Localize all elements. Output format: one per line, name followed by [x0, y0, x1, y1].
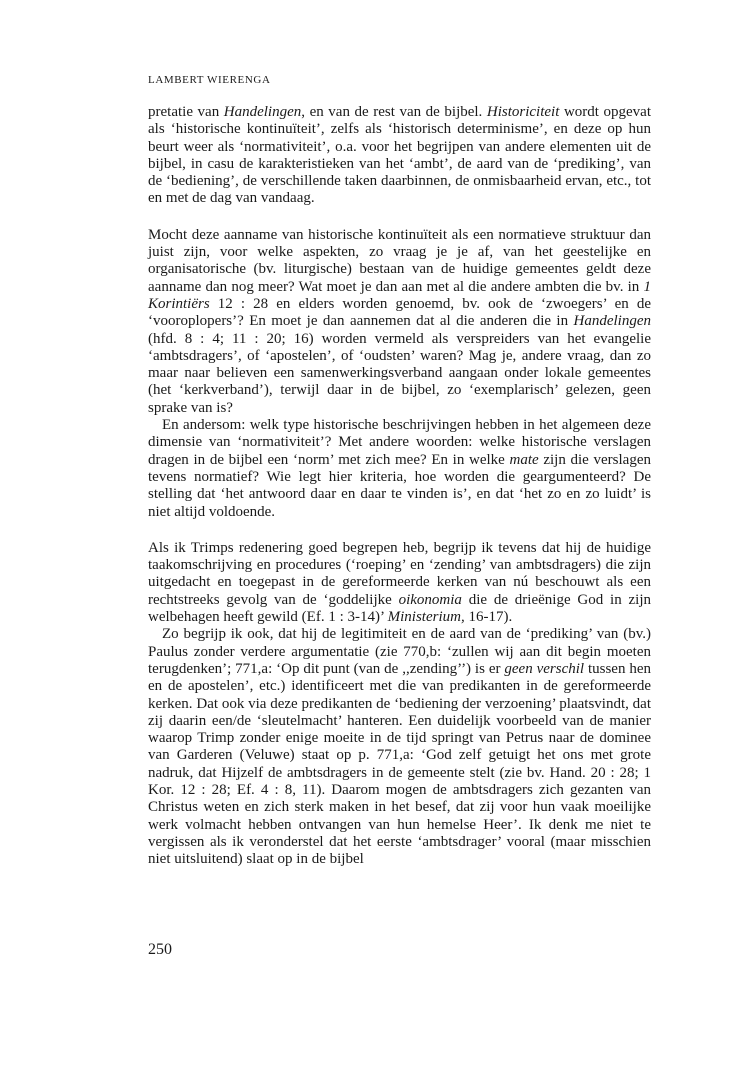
running-head: LAMBERT WIERENGA: [148, 74, 271, 86]
italic-text: Historiciteit: [486, 104, 560, 120]
paragraph: [148, 540, 651, 626]
italic-text: Ministerium,: [387, 609, 465, 626]
italic-text: geen verschil: [504, 660, 585, 677]
italic-text: Handelingen: [223, 104, 302, 120]
paragraph: [148, 227, 651, 417]
paragraph: [148, 104, 651, 208]
italic-text: oikonomia: [398, 591, 462, 608]
text-run: tussen hen en de apostelen’, etc.) identificeert met die van predikanten in de gereformeerde kerken. Dat ook via deze predikanten de ‘bediening der verzoening’ plaatsvindt, dat zij daarin een/de ‘sleutelmacht’ hanteren. Een duidelijk voorbeeld van de manier waarop Trimp zonder enige moeite in de tijd springt van Petrus naar de dominee van Garderen (Veluwe) staat op p. 771,a: ‘God zelf getuigt het ons met grote nadruk, dat Hijzelf de ambtsdragers in de gemeente stelt (zie bv. Hand. 20 : 28; 1 Kor. 12 : 28; Ef. 4 : 8, 11). Daarom mogen de ambtsdragers zich gezanten van Christus weten en zich sterk maken in het besef, dat zij voor hun vaak moeilijke werk volmacht hebben ontvangen van hun hemelse Heer’. Ik denk me niet te vergissen als ik veronderstel dat het eerste ‘ambtsdrager’ vooral (maar misschien niet uitsluitend) slaat op in de bijbel: [148, 660, 651, 868]
text-run: Als ik Trimps redenering goed begrepen heb, begrijp ik tevens dat hij de huidige taakomschrijving en procedures (‘roeping’ en ‘zending’ van ambtsdragers) die zijn uitgedacht en toegepast in de gereformeerde kerken van nú beschouwt als een rechtstreeks gevolg van de ‘goddelijke: [148, 539, 651, 608]
paragraph: [148, 626, 651, 868]
text-run: En andersom: welk type historische beschrijvingen hebben in het algemeen deze dimensie van ‘normativiteit’? Met andere woorden: welke historische verslagen dragen in de bijbel een ‘norm’ met zich mee? En in welke: [148, 417, 651, 468]
text-run: Mocht deze aanname van historische kontinuïteit als een normatieve struktuur dan juist zijn, voor welke aspekten, zo vraag je je af, van het geestelijke en organisatorische (bv. liturgische) bestaan van de huidige gemeentes geldt deze aanname dan nog meer? Wat moet je dan aan met al die andere ambten die bv. in: [148, 226, 651, 295]
italic-text: 1 Korintiërs: [148, 278, 651, 312]
italic-text: mate: [509, 451, 539, 468]
text-run: 16-17).: [464, 609, 513, 626]
page-number: 250: [148, 941, 172, 958]
italic-text: Handelingen: [573, 313, 651, 330]
text-run: pretatie van: [148, 104, 224, 120]
text-run: (hfd. 8 : 4; 11 : 20; 16) worden vermeld als verspreiders van het evangelie ‘ambtsdragers’, of ‘apostelen’, of ‘oudsten’ waren? Mag je, andere vraag, dan zo maar naar believen een samenwerkingsverband aangaan onder lokale gemeentes (het ‘kerkverband’), terwijl daar in de bijbel, zo ‘exemplarisch’ gelezen, geen sprake van is?: [148, 330, 651, 416]
text-run: 12 : 28 en elders worden genoemd, bv. ook de ‘zwoegers’ en de ‘vooroplopers’? En moet je dan aannemen dat al die anderen die in: [148, 295, 651, 330]
text-run: die de drieënige God in zijn welbehagen heeft gewild (Ef. 1 : 3-14)’: [148, 591, 651, 626]
text-run: Zo begrijp ik ook, dat hij de legitimiteit en de aard van de ‘prediking’ van (bv.) Paulus zonder verdere argumentatie (zie 770,b: ‘zullen wij aan dit begin moeten terugdenken’; 771,a: ‘Op dit punt (van de ,,zending’’) is er: [148, 626, 651, 677]
body-text: [148, 104, 651, 868]
text-run: , en van de rest van de bijbel.: [301, 104, 487, 120]
paragraph: [148, 417, 651, 521]
text-run: wordt opgevat als ‘historische kontinuïteit’, zelfs als ‘historisch determinisme’, en deze op hun beurt weer als ‘normativiteit’, o.a. voor het begrijpen van andere elementen uit de bijbel, in casu de karakteristieken van het ‘ambt’, de aard van de ‘prediking’, van de ‘bediening’, de verschillende taken daarbinnen, de onmisbaarheid ervan, etc., tot en met de dag van vandaag.: [148, 104, 651, 207]
text-run: zijn die verslagen tevens normatief? Wie legt hier kriteria, hoe worden die geargumenteerd? De stelling dat ‘het antwoord daar en daar te vinden is’, en dat ‘het zo en zo luidt’ is niet altijd voldoende.: [148, 451, 651, 520]
